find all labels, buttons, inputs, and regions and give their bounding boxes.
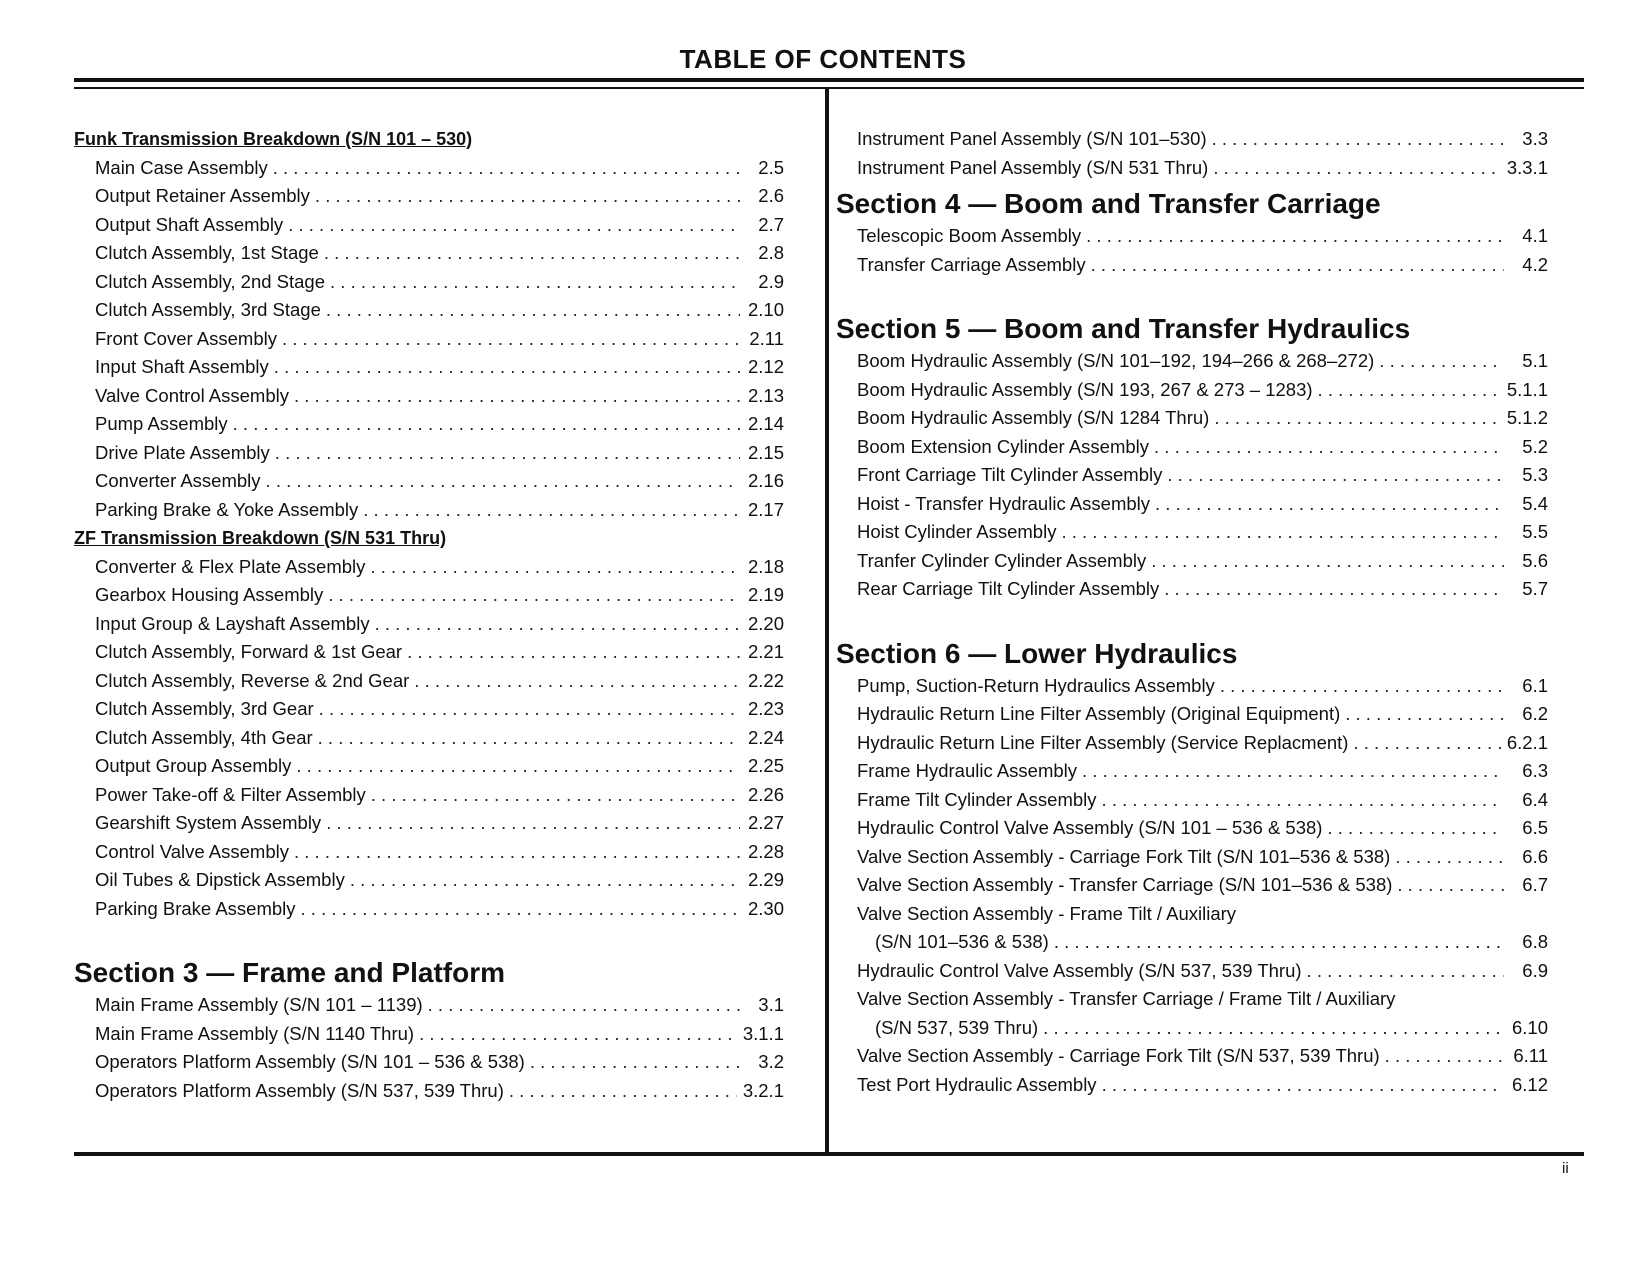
toc-entry-label: Input Group & Layshaft Assembly bbox=[95, 612, 370, 634]
toc-entry-label: Clutch Assembly, Reverse & 2nd Gear bbox=[95, 669, 410, 691]
toc-entry-label: Boom Hydraulic Assembly (S/N 193, 267 & 273 – 1283) bbox=[857, 378, 1313, 400]
toc-entry[interactable] bbox=[836, 251, 1548, 280]
toc-entry-label: Clutch Assembly, 3rd Stage bbox=[95, 299, 321, 320]
toc-entry[interactable] bbox=[836, 871, 1548, 900]
toc-entry-page: 4.1 bbox=[1522, 225, 1548, 246]
toc-entry[interactable] bbox=[836, 1042, 1548, 1071]
toc-entry-page: 2.20 bbox=[747, 612, 784, 634]
section-3-heading[interactable]: Section 3 — Frame and Platform bbox=[74, 957, 505, 988]
toc-entry[interactable] bbox=[74, 439, 784, 468]
dot-leader bbox=[428, 991, 740, 1020]
spacer bbox=[836, 279, 1548, 311]
toc-entry-label: Input Shaft Assembly bbox=[95, 356, 269, 377]
toc-entry[interactable] bbox=[74, 1048, 784, 1077]
toc-entry-page: 6.12 bbox=[1511, 1073, 1548, 1095]
footer-rule bbox=[74, 1152, 1584, 1156]
dot-leader bbox=[1213, 154, 1501, 183]
toc-entry-label: Instrument Panel Assembly (S/N 101–530) bbox=[857, 128, 1207, 149]
toc-entry-label: Oil Tubes & Dipstick Assembly bbox=[95, 869, 345, 890]
dot-leader bbox=[371, 781, 740, 810]
toc-entry-label: Tranfer Cylinder Cylinder Assembly bbox=[857, 549, 1147, 571]
toc-entry-label: Valve Control Assembly bbox=[95, 384, 289, 406]
toc-entry-page: 2.8 bbox=[758, 242, 784, 263]
dot-leader bbox=[1155, 490, 1504, 519]
toc-entry-page: 2.7 bbox=[758, 213, 784, 235]
section-6-entries-a bbox=[836, 672, 1548, 900]
funk-entries bbox=[74, 154, 784, 525]
toc-entry-page: 2.14 bbox=[747, 413, 784, 434]
toc-entry-page: 4.2 bbox=[1522, 253, 1548, 275]
zf-entries bbox=[74, 553, 784, 924]
dot-leader bbox=[363, 496, 740, 525]
toc-entry-page: 6.1 bbox=[1522, 674, 1548, 696]
toc-entry-page: 2.17 bbox=[747, 498, 784, 520]
toc-entry-continuation bbox=[857, 928, 1548, 957]
dot-leader bbox=[1043, 1014, 1504, 1043]
dot-leader bbox=[1102, 786, 1504, 815]
toc-entry[interactable] bbox=[74, 239, 784, 268]
toc-entry[interactable] bbox=[836, 222, 1548, 251]
toc-entry-label: Valve Section Assembly - Carriage Fork Tilt (S/N 537, 539 Thru) bbox=[857, 1045, 1380, 1066]
toc-entry-page: 2.5 bbox=[758, 156, 784, 178]
section-5-heading[interactable]: Section 5 — Boom and Transfer Hydraulics bbox=[836, 313, 1411, 344]
toc-entry-page: 2.29 bbox=[747, 869, 784, 890]
toc-entry-page: 6.4 bbox=[1522, 788, 1548, 810]
toc-entry-page: 3.1 bbox=[758, 994, 784, 1015]
toc-entry-label: Main Frame Assembly (S/N 101 – 1139) bbox=[95, 994, 423, 1015]
header-rule-thin bbox=[74, 87, 1584, 89]
dot-leader bbox=[1086, 222, 1504, 251]
toc-entry-label: Hydraulic Control Valve Assembly (S/N 537, 539 Thru) bbox=[857, 959, 1302, 981]
toc-entry-label: Gearshift System Assembly bbox=[95, 812, 322, 833]
toc-entry-page: 2.11 bbox=[749, 327, 784, 349]
toc-entry-label: Valve Section Assembly - Frame Tilt / Auxiliary bbox=[857, 902, 1237, 924]
dot-leader bbox=[315, 182, 740, 211]
funk-transmission-heading[interactable]: Funk Transmission Breakdown (S/N 101 – 530) bbox=[74, 129, 473, 149]
toc-entry-label: Valve Section Assembly - Carriage Fork Tilt (S/N 101–536 & 538) bbox=[857, 845, 1391, 867]
toc-entry-label: Parking Brake & Yoke Assembly bbox=[95, 498, 359, 520]
toc-entry-continuation bbox=[857, 1014, 1548, 1043]
toc-entry-label: Pump, Suction-Return Hydraulics Assembly bbox=[857, 674, 1215, 696]
section-6-heading[interactable]: Section 6 — Lower Hydraulics bbox=[836, 637, 1238, 669]
dot-leader bbox=[266, 467, 740, 496]
toc-entry-label: Output Shaft Assembly bbox=[95, 213, 284, 235]
toc-entry-page: 6.10 bbox=[1511, 1016, 1548, 1038]
toc-entry-label: Clutch Assembly, 2nd Stage bbox=[95, 270, 326, 292]
toc-entry[interactable] bbox=[836, 347, 1548, 376]
dot-leader bbox=[407, 638, 740, 667]
toc-entry-label: Operators Platform Assembly (S/N 537, 539 Thru) bbox=[95, 1079, 504, 1101]
toc-entry-page: 2.21 bbox=[747, 641, 784, 662]
left-column bbox=[74, 125, 784, 1105]
toc-entry[interactable] bbox=[74, 724, 784, 753]
toc-entry-page: 6.2.1 bbox=[1506, 731, 1548, 753]
spacer bbox=[836, 604, 1548, 636]
dot-leader bbox=[1102, 1071, 1504, 1100]
toc-entry-label: Gearbox Housing Assembly bbox=[95, 584, 324, 605]
toc-entry-page: 2.30 bbox=[747, 897, 784, 919]
toc-entry-page: 6.9 bbox=[1522, 959, 1548, 981]
toc-entry[interactable] bbox=[836, 700, 1548, 729]
toc-entry-label: Rear Carriage Tilt Cylinder Assembly bbox=[857, 578, 1160, 599]
toc-entry[interactable] bbox=[836, 490, 1548, 519]
dot-leader bbox=[1397, 871, 1504, 900]
dot-leader bbox=[1154, 433, 1504, 462]
toc-entry-page: 2.26 bbox=[747, 783, 784, 805]
toc-entry-page: 5.6 bbox=[1522, 549, 1548, 571]
toc-entry[interactable] bbox=[74, 410, 784, 439]
dot-leader bbox=[1214, 404, 1501, 433]
toc-entry[interactable] bbox=[836, 575, 1548, 604]
toc-entry-label: Hoist Cylinder Assembly bbox=[857, 521, 1057, 542]
header-rule bbox=[74, 78, 1584, 82]
toc-entry[interactable] bbox=[74, 382, 784, 411]
toc-entry[interactable] bbox=[836, 518, 1548, 547]
toc-entry[interactable] bbox=[74, 353, 784, 382]
toc-entry-page: 5.3 bbox=[1522, 464, 1548, 485]
toc-entry[interactable] bbox=[74, 1020, 784, 1049]
toc-entry-page: 5.1 bbox=[1522, 350, 1548, 371]
toc-entry-label: Frame Tilt Cylinder Assembly bbox=[857, 788, 1097, 810]
toc-entry-page: 2.15 bbox=[747, 441, 784, 463]
toc-entry-page: 5.5 bbox=[1522, 521, 1548, 542]
dot-leader bbox=[414, 667, 740, 696]
toc-entry-label: Valve Section Assembly - Transfer Carriage / Frame Tilt / Auxiliary bbox=[857, 988, 1396, 1009]
toc-entry-page: 6.5 bbox=[1522, 817, 1548, 838]
toc-entry-wrapped[interactable] bbox=[836, 900, 1548, 957]
dot-leader bbox=[1054, 928, 1504, 957]
dot-leader bbox=[328, 581, 740, 610]
toc-entry-label: Hoist - Transfer Hydraulic Assembly bbox=[857, 492, 1151, 514]
toc-entry[interactable] bbox=[836, 433, 1548, 462]
dot-leader bbox=[274, 353, 740, 382]
dot-leader bbox=[233, 410, 740, 439]
toc-entry[interactable] bbox=[74, 695, 784, 724]
toc-entry-page: 2.16 bbox=[747, 470, 784, 491]
section-5-entries bbox=[836, 347, 1548, 604]
toc-entry-label: Clutch Assembly, 3rd Gear bbox=[95, 698, 314, 719]
toc-entry[interactable] bbox=[74, 296, 784, 325]
dot-leader bbox=[1395, 843, 1504, 872]
dot-leader bbox=[350, 866, 740, 895]
toc-entry-page: 3.3.1 bbox=[1506, 156, 1548, 178]
dot-leader bbox=[1345, 700, 1504, 729]
toc-entry[interactable] bbox=[836, 672, 1548, 701]
toc-entry-label: Output Group Assembly bbox=[95, 755, 292, 776]
toc-entry-label: Control Valve Assembly bbox=[95, 840, 289, 862]
toc-entry[interactable] bbox=[74, 752, 784, 781]
dot-leader bbox=[326, 809, 740, 838]
toc-entry-page: 2.13 bbox=[747, 384, 784, 406]
toc-entry-label: Boom Hydraulic Assembly (S/N 1284 Thru) bbox=[857, 407, 1210, 428]
dot-leader bbox=[288, 211, 740, 240]
dot-leader bbox=[319, 695, 740, 724]
toc-entry[interactable] bbox=[836, 843, 1548, 872]
toc-entry[interactable] bbox=[74, 496, 784, 525]
dot-leader bbox=[1082, 757, 1504, 786]
toc-entry-label: Front Carriage Tilt Cylinder Assembly bbox=[857, 464, 1163, 485]
dot-leader bbox=[1061, 518, 1504, 547]
toc-entry-label: Output Retainer Assembly bbox=[95, 185, 310, 206]
dot-leader bbox=[1379, 347, 1504, 376]
toc-entry-page: 3.1.1 bbox=[742, 1022, 784, 1044]
toc-entry-page: 2.24 bbox=[747, 726, 784, 748]
toc-entry-label: Hydraulic Control Valve Assembly (S/N 101 – 536 & 538) bbox=[857, 817, 1323, 838]
toc-entry-label: Operators Platform Assembly (S/N 101 – 536 & 538) bbox=[95, 1051, 525, 1072]
toc-entry[interactable] bbox=[74, 781, 784, 810]
toc-entry-page: 6.2 bbox=[1522, 703, 1548, 724]
toc-entry[interactable] bbox=[74, 211, 784, 240]
toc-entry-label: Frame Hydraulic Assembly bbox=[857, 760, 1078, 781]
toc-entry-label: Boom Extension Cylinder Assembly bbox=[857, 435, 1150, 457]
toc-entry-page: 2.23 bbox=[747, 698, 784, 719]
toc-entry-label: Converter & Flex Plate Assembly bbox=[95, 555, 366, 577]
toc-entry-page: 3.2 bbox=[758, 1051, 784, 1072]
toc-entry-label-cont: (S/N 537, 539 Thru) bbox=[875, 1016, 1039, 1038]
toc-entry-label: Clutch Assembly, Forward & 1st Gear bbox=[95, 641, 403, 662]
toc-entry-page: 6.11 bbox=[1513, 1045, 1548, 1066]
dot-leader bbox=[1385, 1042, 1504, 1071]
toc-entry[interactable] bbox=[74, 325, 784, 354]
toc-entry-page: 6.8 bbox=[1522, 931, 1548, 952]
toc-entry-label: Valve Section Assembly - Transfer Carriage (S/N 101–536 & 538) bbox=[857, 874, 1393, 895]
toc-entry-label: Parking Brake Assembly bbox=[95, 897, 296, 919]
toc-entry-label: Main Frame Assembly (S/N 1140 Thru) bbox=[95, 1022, 415, 1044]
toc-entry[interactable] bbox=[74, 895, 784, 924]
dot-leader bbox=[1164, 575, 1504, 604]
dot-leader bbox=[1212, 125, 1504, 154]
toc-entry[interactable] bbox=[836, 814, 1548, 843]
dot-leader bbox=[1220, 672, 1504, 701]
toc-entry-page: 6.3 bbox=[1522, 760, 1548, 781]
dot-leader bbox=[301, 895, 740, 924]
dot-leader bbox=[1307, 957, 1504, 986]
toc-entry-page: 5.7 bbox=[1522, 578, 1548, 599]
toc-entry-page: 3.2.1 bbox=[742, 1079, 784, 1101]
toc-entry[interactable] bbox=[836, 154, 1548, 183]
dot-leader bbox=[1353, 729, 1500, 758]
dot-leader bbox=[1318, 376, 1501, 405]
toc-entry-page: 2.22 bbox=[747, 669, 784, 691]
spacer bbox=[74, 923, 784, 955]
toc-entry[interactable] bbox=[836, 1071, 1548, 1100]
toc-entry-page: 2.12 bbox=[747, 356, 784, 377]
toc-entry[interactable] bbox=[836, 786, 1548, 815]
dot-leader bbox=[296, 752, 740, 781]
toc-entry-label: Power Take-off & Filter Assembly bbox=[95, 783, 366, 805]
toc-entry[interactable] bbox=[836, 376, 1548, 405]
toc-entry[interactable] bbox=[74, 154, 784, 183]
toc-entry-label: Drive Plate Assembly bbox=[95, 441, 270, 463]
dot-leader bbox=[375, 610, 740, 639]
section-4-heading[interactable]: Section 4 — Boom and Transfer Carriage bbox=[836, 188, 1381, 219]
toc-entry[interactable] bbox=[836, 125, 1548, 154]
toc-entry[interactable] bbox=[836, 461, 1548, 490]
toc-entry[interactable] bbox=[836, 547, 1548, 576]
toc-entry-label: Test Port Hydraulic Assembly bbox=[857, 1073, 1097, 1095]
section-3-entries bbox=[74, 991, 784, 1105]
toc-entry-label: Clutch Assembly, 4th Gear bbox=[95, 726, 313, 748]
toc-entry[interactable] bbox=[74, 667, 784, 696]
toc-entry[interactable] bbox=[74, 809, 784, 838]
dot-leader bbox=[318, 724, 740, 753]
toc-entry-page: 6.6 bbox=[1522, 845, 1548, 867]
toc-entry-page: 6.7 bbox=[1522, 874, 1548, 895]
toc-entry[interactable] bbox=[74, 638, 784, 667]
toc-entry[interactable] bbox=[74, 553, 784, 582]
toc-entry-label: Transfer Carriage Assembly bbox=[857, 253, 1086, 275]
right-column bbox=[836, 125, 1548, 1099]
toc-entry[interactable] bbox=[836, 404, 1548, 433]
dot-leader bbox=[1167, 461, 1504, 490]
toc-entry-page: 5.1.1 bbox=[1506, 378, 1548, 400]
toc-entry-page: 2.10 bbox=[747, 299, 784, 320]
toc-entry[interactable] bbox=[74, 467, 784, 496]
toc-entry-page: 2.6 bbox=[758, 185, 784, 206]
dot-leader bbox=[370, 553, 740, 582]
toc-entry-page: 2.18 bbox=[747, 555, 784, 577]
section-6-entries-b bbox=[836, 1042, 1548, 1099]
toc-entry-label-cont: (S/N 101–536 & 538) bbox=[875, 931, 1049, 952]
toc-entry-page: 5.2 bbox=[1522, 435, 1548, 457]
toc-entry-page: 2.28 bbox=[747, 840, 784, 862]
toc-entry-label: Boom Hydraulic Assembly (S/N 101–192, 194–266 & 268–272) bbox=[857, 350, 1375, 371]
toc-entry[interactable] bbox=[74, 268, 784, 297]
dot-leader bbox=[326, 296, 740, 325]
toc-entry-label: Hydraulic Return Line Filter Assembly (Service Replacment) bbox=[857, 731, 1349, 753]
toc-entry[interactable] bbox=[836, 757, 1548, 786]
toc-entry[interactable] bbox=[74, 182, 784, 211]
toc-entry-page: 2.27 bbox=[747, 812, 784, 833]
toc-entry-label: Instrument Panel Assembly (S/N 531 Thru) bbox=[857, 156, 1209, 178]
dot-leader bbox=[275, 439, 740, 468]
dot-leader bbox=[294, 382, 740, 411]
toc-entry-page: 2.9 bbox=[758, 270, 784, 292]
toc-entry-wrapped[interactable] bbox=[836, 985, 1548, 1042]
dot-leader bbox=[1151, 547, 1504, 576]
toc-entry-label: Front Cover Assembly bbox=[95, 327, 277, 349]
toc-entry[interactable] bbox=[836, 957, 1548, 986]
instrument-panel-entries bbox=[836, 125, 1548, 182]
toc-entry-page: 2.19 bbox=[747, 584, 784, 605]
dot-leader bbox=[294, 838, 740, 867]
column-divider bbox=[825, 89, 829, 1152]
zf-transmission-heading[interactable]: ZF Transmission Breakdown (S/N 531 Thru) bbox=[74, 528, 447, 548]
toc-entry-label: Hydraulic Return Line Filter Assembly (Original Equipment) bbox=[857, 703, 1341, 724]
toc-entry-page: 3.3 bbox=[1522, 128, 1548, 149]
toc-entry[interactable] bbox=[74, 581, 784, 610]
dot-leader bbox=[1091, 251, 1504, 280]
toc-entry-page: 5.4 bbox=[1522, 492, 1548, 514]
toc-entry[interactable] bbox=[74, 991, 784, 1020]
page-title: TABLE OF CONTENTS bbox=[679, 44, 967, 74]
toc-entry[interactable] bbox=[836, 729, 1548, 758]
toc-entry-label: Telescopic Boom Assembly bbox=[857, 225, 1082, 246]
toc-entry-label: Pump Assembly bbox=[95, 413, 228, 434]
section-4-entries bbox=[836, 222, 1548, 279]
toc-entry-label: Converter Assembly bbox=[95, 470, 261, 491]
toc-entry[interactable] bbox=[74, 866, 784, 895]
toc-entry-label: Main Case Assembly bbox=[95, 156, 268, 178]
toc-entry-label: Clutch Assembly, 1st Stage bbox=[95, 242, 319, 263]
toc-entry[interactable] bbox=[74, 838, 784, 867]
dot-leader bbox=[282, 325, 740, 354]
page-number: ii bbox=[1562, 1160, 1569, 1177]
dot-leader bbox=[509, 1077, 737, 1106]
toc-entry-page: 2.25 bbox=[747, 755, 784, 776]
dot-leader bbox=[530, 1048, 740, 1077]
toc-entry-page: 5.1.2 bbox=[1506, 407, 1548, 428]
dot-leader bbox=[273, 154, 740, 183]
toc-entry[interactable] bbox=[74, 610, 784, 639]
toc-entry[interactable] bbox=[74, 1077, 784, 1106]
dot-leader bbox=[324, 239, 740, 268]
dot-leader bbox=[419, 1020, 737, 1049]
dot-leader bbox=[330, 268, 740, 297]
dot-leader bbox=[1327, 814, 1504, 843]
